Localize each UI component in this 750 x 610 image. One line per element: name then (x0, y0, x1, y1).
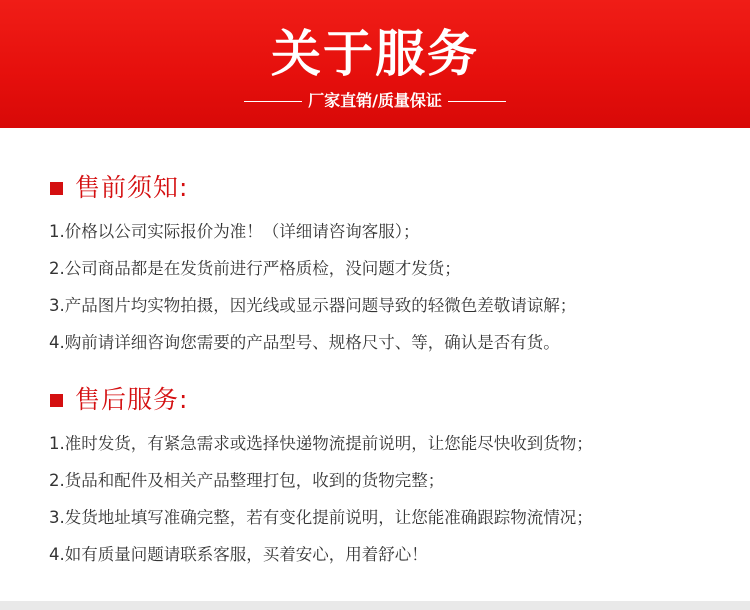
after-sale-heading-text: 售后服务: (75, 385, 189, 414)
list-item-text: 公司商品都是在发货前进行严格质检，没问题才发货； (64, 259, 461, 278)
list-item-number: 3. (49, 296, 65, 315)
list-item-number: 4. (49, 545, 65, 564)
list-item (49, 287, 576, 324)
square-bullet-icon (50, 394, 63, 407)
list-item (49, 250, 576, 287)
list-item (49, 213, 576, 250)
after-sale-section (0, 380, 750, 564)
list-item (49, 536, 593, 573)
list-item-number: 4. (49, 333, 65, 352)
pre-sale-section (0, 168, 750, 352)
square-bullet-icon (50, 182, 63, 195)
pre-sale-list (49, 213, 576, 361)
after-sale-list (49, 425, 593, 573)
divider-line-right (448, 101, 506, 102)
list-item-number: 2. (49, 259, 65, 278)
banner-title: 关于服务 (271, 24, 479, 83)
pre-sale-heading (0, 168, 750, 208)
list-item-text: 购前请详细咨询您需要的产品型号、规格尺寸、等，确认是否有货。 (64, 333, 560, 352)
divider-line-left (244, 101, 302, 102)
banner-subtitle-row (0, 90, 750, 112)
list-item (49, 425, 593, 462)
banner-subtitle: 厂家直销/质量保证 (308, 91, 442, 110)
service-banner (0, 0, 750, 128)
list-item-text: 准时发货，有紧急需求或选择快递物流提前说明，让您能尽快收到货物； (64, 434, 593, 453)
list-item (49, 499, 593, 536)
list-item (49, 462, 593, 499)
list-item-number: 1. (49, 434, 65, 453)
list-item-text: 价格以公司实际报价为准！（详细请咨询客服）； (64, 222, 420, 241)
list-item-number: 1. (49, 222, 65, 241)
list-item-text: 货品和配件及相关产品整理打包，收到的货物完整； (64, 471, 445, 490)
list-item-text: 产品图片均实物拍摄，因光线或显示器问题导致的轻微色差敬请谅解； (64, 296, 577, 315)
list-item-number: 3. (49, 508, 65, 527)
list-item-text: 如有质量问题请联系客服，买着安心，用着舒心！ (64, 545, 428, 564)
pre-sale-heading-text: 售前须知: (75, 173, 189, 202)
after-sale-heading (0, 380, 750, 420)
list-item-number: 2. (49, 471, 65, 490)
list-item-text: 发货地址填写准确完整，若有变化提前说明，让您能准确跟踪物流情况； (64, 508, 593, 527)
content-panel (0, 128, 750, 601)
list-item (49, 324, 576, 361)
